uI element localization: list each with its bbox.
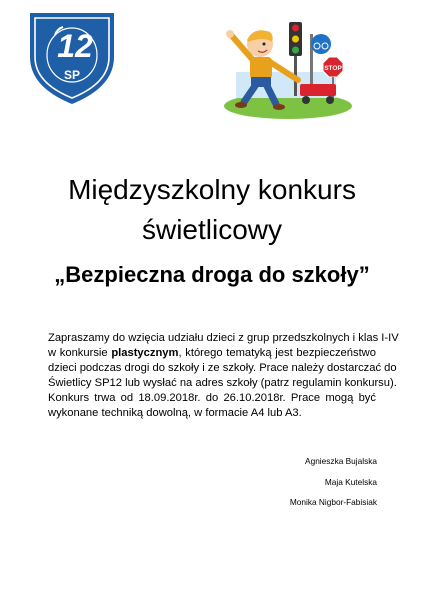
- body-line-2: [48, 346, 376, 361]
- body-line-3: dzieci podczas drogi do szkoły i ze szkoły. Prace należy dostarczać do: [48, 361, 397, 374]
- body-line-2-a: w konkursie: [48, 346, 112, 359]
- body-line-4: Świetlicy SP12 lub wysłać na adres szkoły (patrz regulamin konkursu).: [48, 376, 397, 389]
- signatures-block: [290, 451, 377, 513]
- body-line-6: wykonane techniką dowolną, w formacie A4 lub A3.: [48, 406, 302, 419]
- child-traffic-illustration-icon: [218, 14, 353, 119]
- signature-2: Maja Kutelska: [324, 476, 377, 487]
- stop-sign-text: STOP: [324, 65, 342, 72]
- logo-number: 12: [57, 28, 93, 64]
- body-line-5: Konkurs trwa od 18.09.2018r. do 26.10.2018r. Prace mogą być: [48, 391, 376, 404]
- logo-abbrev: SP: [63, 68, 81, 82]
- body-line-2-b: , którego tematyką jest bezpieczeństwo: [178, 346, 376, 359]
- title-line-1: Międzyszkolny konkurs: [68, 174, 356, 205]
- title-line-2: świetlicowy: [141, 214, 283, 245]
- body-line-1: Zapraszamy do wzięcia udziału dzieci z grup przedszkolnych i klas I-IV: [48, 332, 399, 344]
- body-paragraph: [48, 331, 399, 420]
- poster-subtitle: „Bezpieczna droga do szkoły”: [54, 262, 370, 287]
- body-line-2-bold: plastycznym: [111, 346, 179, 359]
- school-shield-logo-icon: [27, 9, 117, 106]
- poster-title: [0, 170, 424, 250]
- signature-1: Agnieszka Bujalska: [305, 456, 377, 466]
- signature-3: Monika Nigbor-Fabisiak: [289, 497, 377, 507]
